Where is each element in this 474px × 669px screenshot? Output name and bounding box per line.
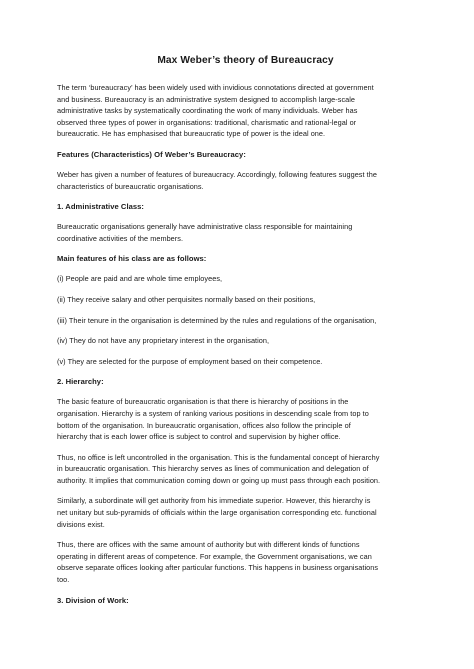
admin-line-1: Bureaucratic organisations generally have administrative class responsible for maintaining [57,222,353,232]
division-of-work-heading: 3. Division of Work: [57,595,129,605]
hierarchy-paragraph-3 [57,495,434,530]
hierarchy-p4-line-4: too. [57,575,70,585]
features-line-2: characteristics of bureaucratic organisations. [57,181,204,191]
hierarchy-p3-line-3: divisions exist. [57,519,105,529]
hierarchy-p2-line-3: authority. It implies that communication coming down or going up must pass through each position. [57,475,381,485]
admin-class-heading: 1. Administrative Class: [57,202,145,212]
hierarchy-paragraph-2 [57,452,434,487]
admin-class-paragraph [57,221,434,244]
intro-line-2: and business. Bureaucracy is an administrative system designed to accomplish large-scale [57,94,356,104]
hierarchy-p4-line-3: observe separate offices looking after particular functions. This happens in business organisations [57,563,379,573]
main-features-heading: Main features of his class are as follows: [57,254,207,264]
hierarchy-p2-line-2: in bureaucratic organisation. This hierarchy serves as lines of communication and delegation of [57,464,369,474]
hierarchy-p4-line-2: operating in different areas of competence. For example, the Government organisations, we can [57,551,372,561]
features-heading: Features (Characteristics) Of Weber’s Bureaucracy: [57,149,246,159]
hierarchy-p1-line-1: The basic feature of bureaucratic organisation is that there is hierarchy of positions in the [57,397,349,407]
intro-line-5: bureaucratic. He has emphasised that bureaucratic type of power is the ideal one. [57,129,326,139]
intro-line-3: administrative tasks by systematically coordinating the work of many individuals. Weber has [57,106,358,116]
intro-paragraph [57,82,434,140]
hierarchy-p3-line-2: net unitary but sub-pyramids of officials within the large organisation corresponding etc. functional [57,508,377,518]
main-feature-item-1: (i) People are paid and are whole time employees, [57,274,223,284]
hierarchy-paragraph-4 [57,539,434,585]
main-feature-item-4: (iv) They do not have any proprietary interest in the organisation, [57,336,270,346]
main-feature-item-5: (v) They are selected for the purpose of employment based on their competence. [57,356,323,366]
intro-line-4: observed three types of power in organisations: traditional, charismatic and rational-legal or [57,117,357,127]
hierarchy-p1-line-3: bottom of the organisation. In bureaucratic organisation, offices also follow the principle of [57,420,351,430]
page-title: Max Weber’s theory of Bureaucracy [157,55,334,66]
hierarchy-p1-line-4: hierarchy that is each lower office is subject to control and supervision by higher office. [57,432,341,442]
hierarchy-paragraph-1 [57,396,434,442]
features-line-1: Weber has given a number of features of bureaucracy. Accordingly, following features suggest the [57,169,377,179]
main-feature-item-3: (iii) Their tenure in the organisation is determined by the rules and regulations of the organisation, [57,315,377,325]
hierarchy-p4-line-1: Thus, there are offices with the same amount of authority but with different kinds of functions [57,540,360,550]
hierarchy-p3-line-1: Similarly, a subordinate will get authority from his immediate superior. However, this hierarchy is [57,496,371,506]
features-paragraph [57,169,434,192]
hierarchy-heading: 2. Hierarchy: [57,377,104,387]
intro-line-1: The term ‘bureaucracy’ has been widely used with invidious connotations directed at government [57,83,374,92]
admin-line-2: coordinative activities of the members. [57,233,184,243]
hierarchy-p1-line-2: organisation. Hierarchy is a system of ranking various positions in descending scale from top to [57,408,369,418]
hierarchy-p2-line-1: Thus, no office is left uncontrolled in the organisation. This is the fundamental concept of hierarchy [57,452,380,462]
main-feature-item-2: (ii) They receive salary and other perquisites normally based on their positions, [57,294,316,304]
